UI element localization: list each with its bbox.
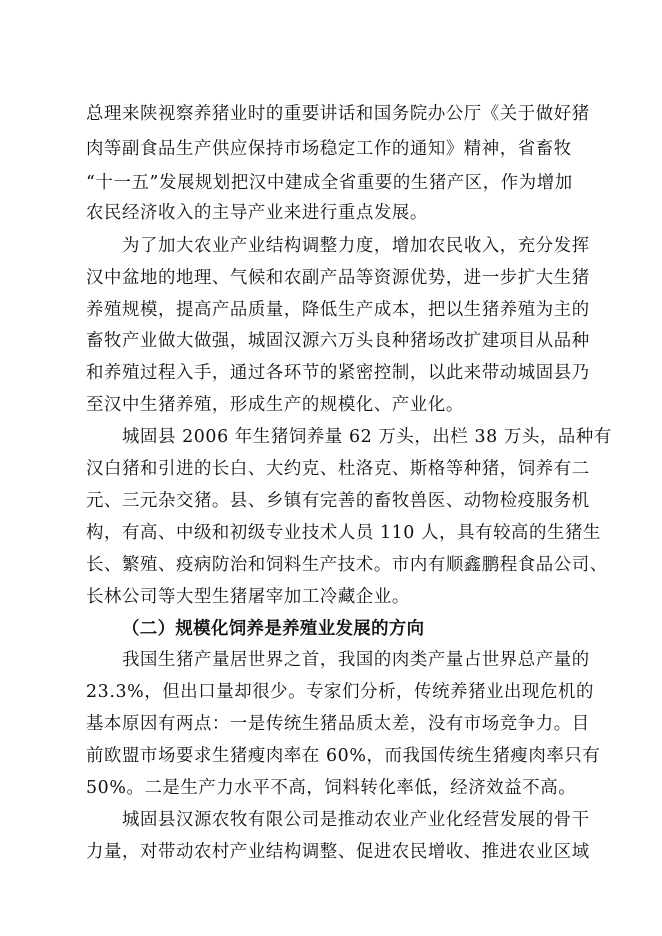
- text-line: 农民经济收入的主导产业来进行重点发展。: [86, 203, 428, 223]
- paragraph-start-line: 为了加大农业产业结构调整力度，增加农民收入，充分发挥: [122, 236, 590, 256]
- text-line: 构，有高、中级和初级专业技术人员 110 人，具有较高的生猪生: [86, 523, 602, 543]
- section-heading: （二）规模化饲养是养殖业发展的方向: [122, 619, 425, 639]
- text-line: 至汉中生猪养殖，形成生产的规模化、产业化。: [86, 395, 464, 415]
- text-line: 长、繁殖、疫病防治和饲料生产技术。市内有顺鑫鹏程食品公司、: [86, 555, 608, 575]
- text-line: 畜牧产业做大做强，城固汉源六万头良种猪场改扩建项目从品种: [86, 331, 590, 351]
- paragraph-start-line: 城固县 2006 年生猪饲养量 62 万头，出栏 38 万头，品种有: [122, 427, 612, 447]
- text-line: 总理来陕视察养猪业时的重要讲话和国务院办公厅《关于做好猪: [86, 104, 590, 124]
- paragraph-start-line: 城固县汉源农牧有限公司是推动农业产业化经营发展的骨干: [122, 810, 590, 830]
- text-line: 长林公司等大型生猪屠宰加工冷藏企业。: [86, 587, 410, 607]
- text-line: “十一五”发展规划把汉中建成全省重要的生猪产区，作为增加: [86, 173, 573, 193]
- text-line: 肉等副食品生产供应保持市场稳定工作的通知》精神，省畜牧: [86, 139, 572, 159]
- text-line: 汉白猪和引进的长白、大约克、杜洛克、斯格等种猪，饲养有二: [86, 459, 590, 479]
- text-line: 养殖规模，提高产品质量，降低生产成本，把以生猪养殖为主的: [86, 300, 590, 320]
- text-line: 力量，对带动农村产业结构调整、促进农民增收、推进农业区域: [86, 842, 590, 862]
- paragraph-start-line: 我国生猪产量居世界之首，我国的肉类产量占世界总产量的: [122, 650, 590, 670]
- text-line: 汉中盆地的地理、气候和农副产品等资源优势，进一步扩大生猪: [86, 268, 590, 288]
- text-line: 前欧盟市场要求生猪瘦肉率在 60%，而我国传统生猪瘦肉率只有: [86, 746, 601, 766]
- text-line: 23.3%，但出口量却很少。专家们分析，传统养猪业出现危机的: [86, 682, 595, 702]
- text-line: 50%。二是生产力水平不高，饲料转化率低，经济效益不高。: [86, 778, 577, 798]
- text-line: 基本原因有两点：一是传统生猪品质太差，没有市场竞争力。目: [86, 714, 590, 734]
- text-line: 和养殖过程入手，通过各环节的紧密控制，以此来带动城固县乃: [86, 363, 590, 383]
- text-line: 元、三元杂交猪。县、乡镇有完善的畜牧兽医、动物检疫服务机: [86, 491, 590, 511]
